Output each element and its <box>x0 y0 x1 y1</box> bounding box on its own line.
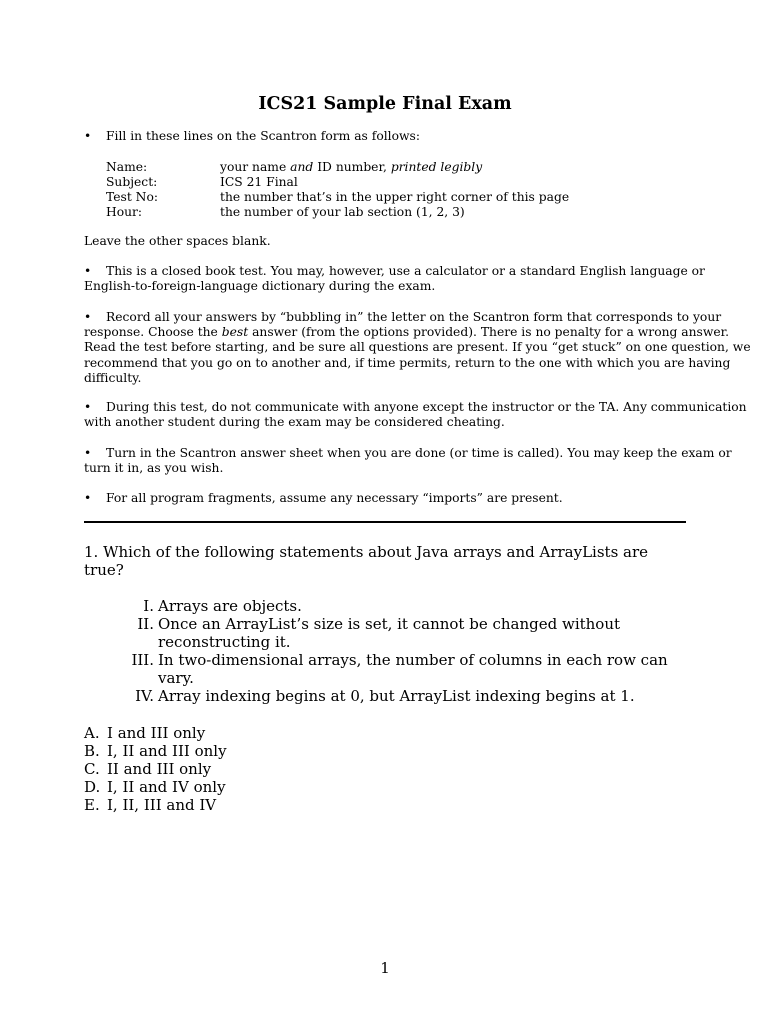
statement-text: Arrays are objects. <box>158 597 302 615</box>
bullet-text: Record all your answers by “bubbling in” the letter on the Scantron form that corresponds to your response. Choose the <box>84 310 722 340</box>
answer-choice <box>84 778 226 796</box>
bullet-text-emphasis: best <box>221 325 249 340</box>
field-value-part: ID number, <box>313 160 391 174</box>
bullet-communicate <box>84 400 756 430</box>
choice-text: II and III only <box>107 760 212 778</box>
field-value: ICS 21 Final <box>220 175 298 189</box>
bullet-text: Turn in the Scantron answer sheet when you are done (or time is called). You may keep the exam or turn it in, as you wish. <box>84 446 732 476</box>
field-value: the number of your lab section (1, 2, 3) <box>220 205 465 219</box>
bullet-text: answer (from the options provided). There is no penalty for a wrong answer. Read the test before starting, and be sure all questions are present. If you “get stuck” on one question, we recommend that you go on to another and, if time permits, return to the one with which you are having difficulty. <box>84 325 751 385</box>
field-label: Subject: <box>106 175 158 189</box>
bullet-text: For all program fragments, assume any necessary “imports” are present. <box>106 491 563 505</box>
choice-letter: A. <box>84 724 100 742</box>
statement-numeral: I. <box>143 597 154 615</box>
intro-line <box>84 129 756 144</box>
field-row-subject <box>106 175 706 190</box>
bullet-glyph: • <box>84 129 92 143</box>
choice-letter: D. <box>84 778 101 796</box>
answer-choice <box>84 796 216 814</box>
bullet-glyph: • <box>84 310 92 324</box>
section-divider <box>84 521 686 523</box>
choice-text: I and III only <box>107 724 206 742</box>
bullet-turn-in <box>84 446 756 476</box>
answer-choice <box>84 742 227 760</box>
choice-letter: E. <box>84 796 100 814</box>
bullet-imports <box>84 491 756 506</box>
statement-numeral: II. <box>137 615 154 633</box>
answer-choice <box>84 724 205 742</box>
bullet-glyph: • <box>84 400 92 414</box>
field-value: the number that’s in the upper right corner of this page <box>220 190 570 204</box>
choice-text: I, II and IV only <box>107 778 226 796</box>
statement-text: Once an ArrayList’s size is set, it cannot be changed without reconstructing it. <box>158 615 621 652</box>
choice-letter: B. <box>84 742 100 760</box>
statement-numeral: IV. <box>135 687 154 705</box>
question-number: 1. <box>84 543 99 561</box>
page-title: ICS21 Sample Final Exam <box>258 94 512 114</box>
statement-text: Array indexing begins at 0, but ArrayList indexing begins at 1. <box>158 687 635 705</box>
bullet-glyph: • <box>84 491 92 505</box>
answer-choice <box>84 760 211 778</box>
field-label: Name: <box>106 160 148 174</box>
page-number: 1 <box>380 959 390 977</box>
choice-text: I, II, III and IV <box>107 796 217 814</box>
statement-text: In two-dimensional arrays, the number of columns in each row can vary. <box>158 651 668 688</box>
intro-text: Fill in these lines on the Scantron form as follows: <box>106 129 420 143</box>
question-1 <box>84 543 674 579</box>
bullet-glyph: • <box>84 264 92 278</box>
field-row-hour <box>106 205 706 220</box>
choice-letter: C. <box>84 760 100 778</box>
field-value-part: your name <box>220 160 291 174</box>
bullet-text: This is a closed book test. You may, however, use a calculator or a standard English language or English-to-foreign-language dictionary during the exam. <box>84 264 705 294</box>
statement-numeral: III. <box>131 651 154 669</box>
field-row-name <box>106 160 706 175</box>
field-label: Hour: <box>106 205 143 219</box>
field-label: Test No: <box>106 190 158 204</box>
bullet-closed-book <box>84 264 756 294</box>
field-value <box>220 160 482 175</box>
bullet-record-answers <box>84 310 756 386</box>
bullet-glyph: • <box>84 446 92 460</box>
field-row-test-no <box>106 190 706 205</box>
choice-text: I, II and III only <box>107 742 227 760</box>
bullet-text: During this test, do not communicate with anyone except the instructor or the TA. Any communication with another student during the exam may be considered cheating. <box>84 400 747 430</box>
question-text: Which of the following statements about Java arrays and ArrayLists are true? <box>84 543 649 580</box>
field-value-emphasis: printed legibly <box>390 160 483 174</box>
field-value-emphasis: and <box>290 160 314 174</box>
leave-blank-text: Leave the other spaces blank. <box>84 234 271 248</box>
